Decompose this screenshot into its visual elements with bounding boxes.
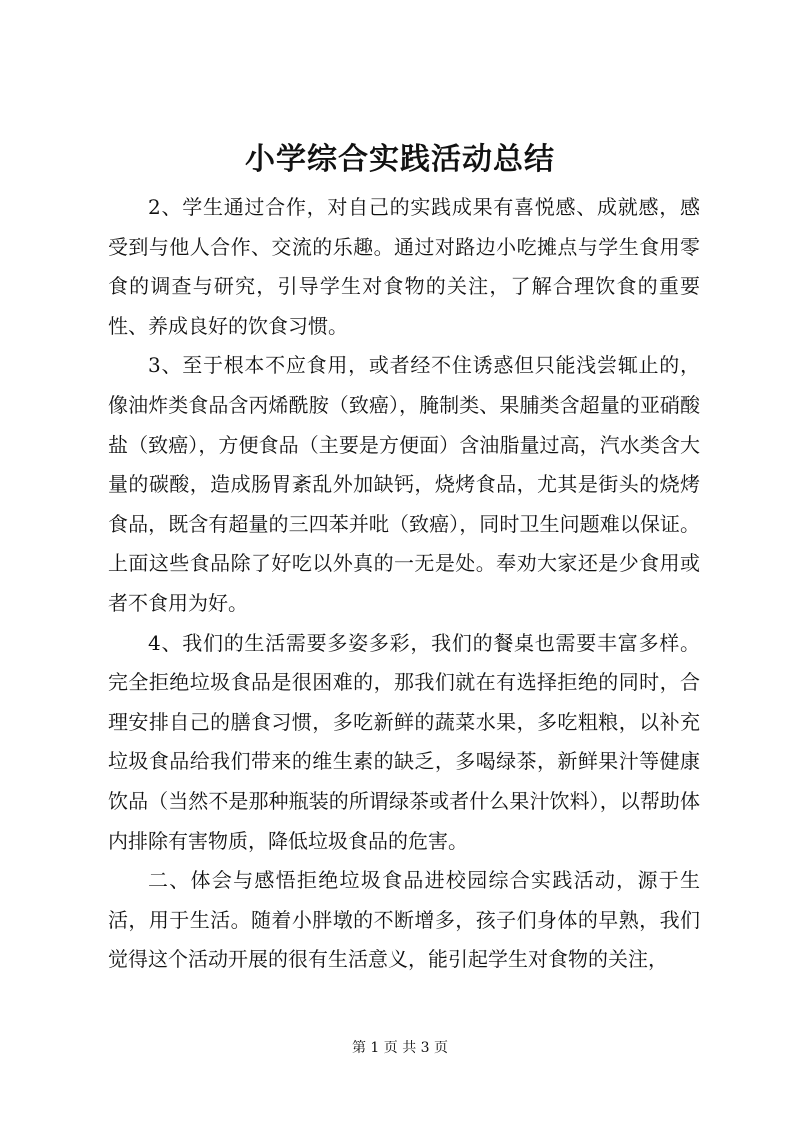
paragraph-section-2: 二、体会与感悟拒绝垃圾食品进校园综合实践活动，源于生活，用于生活。随着小胖墩的不断增多，孩子们身体的早熟，我们觉得这个活动开展的很有生活意义，能引起学生对食物的关注， (108, 868, 700, 972)
paragraph-4: 4、我们的生活需要多姿多彩，我们的餐桌也需要丰富多样。完全拒绝垃圾食品是很困难的，那我们就在有选择拒绝的同时，合理安排自己的膳食习惯，多吃新鲜的蔬菜水果，多吃粗粮，以补充垃圾食品给我们带来的维生素的缺乏，多喝绿茶，新鲜果汁等健康饮品（当然不是那种瓶装的所谓绿茶或者什么果汁饮料），以帮助体内排除有害物质，降低垃圾食品的危害。 (108, 630, 700, 853)
paragraph-3: 3、至于根本不应食用，或者经不住诱惑但只能浅尝辄止的，像油炸类食品含丙烯酰胺（致癌），腌制类、果脯类含超量的亚硝酸盐（致癌），方便食品（主要是方便面）含油脂量过高，汽水类含大量的碳酸，造成肠胃紊乱外加缺钙，烧烤食品，尤其是街头的烧烤食品，既含有超量的三四苯并吡（致癌），同时卫生问题难以保证。上面这些食品除了好吃以外真的一无是处。奉劝大家还是少食用或者不食用为好。 (108, 353, 700, 615)
page-title: 小学综合实践活动总结 (245, 142, 555, 177)
page-footer: 第 1 页 共 3 页 (351, 1040, 449, 1056)
paragraph-2: 2、学生通过合作，对自己的实践成果有喜悦感、成就感，感受到与他人合作、交流的乐趣。通过对路边小吃摊点与学生食用零食的调查与研究，引导学生对食物的关注，了解合理饮食的重要性、养成良好的饮食习惯。 (108, 195, 700, 338)
document-body (108, 188, 700, 980)
